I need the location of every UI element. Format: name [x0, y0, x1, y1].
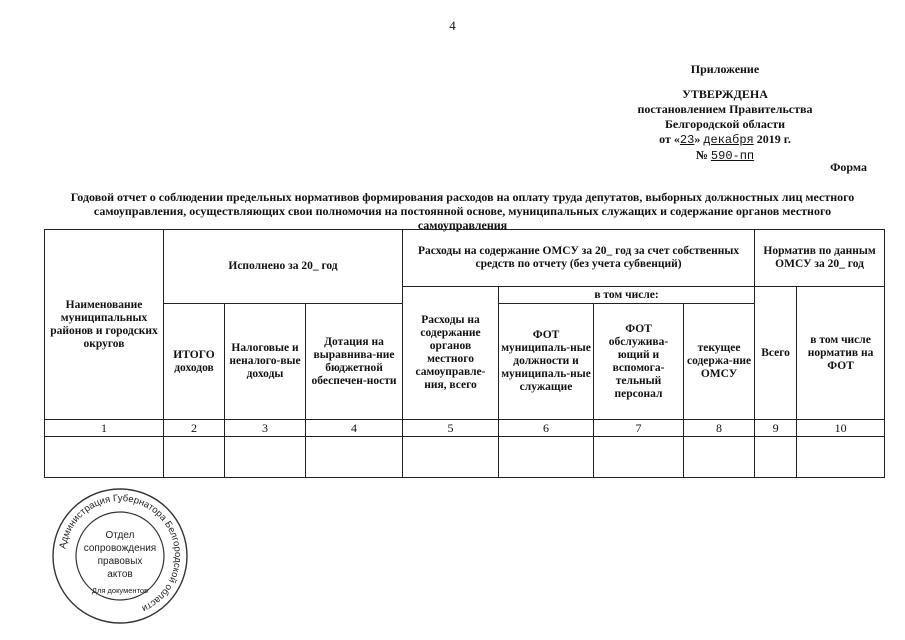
empty-cell[interactable] — [403, 437, 499, 478]
date-mid: » — [694, 132, 701, 146]
stamp-graphic — [50, 486, 190, 626]
stamp-line: правовых — [97, 556, 143, 567]
stamp-ring-text: Администрация Губернатора Белгородской области — [57, 492, 184, 615]
form-label: Форма — [830, 160, 867, 174]
column-number: 5 — [403, 420, 499, 437]
approved-by-line: постановлением Правительства — [637, 102, 813, 116]
number-prefix: № — [695, 148, 708, 162]
report-table — [44, 229, 885, 478]
column-number: 10 — [797, 420, 885, 437]
approval-date — [560, 132, 890, 148]
empty-cell[interactable] — [225, 437, 306, 478]
date-year: 2019 г. — [756, 132, 791, 146]
report-title: Годовой отчет о соблюдении предельных нормативов формирования расходов на оплату труда депутатов, выборных должностных лиц местного самоуправления, осуществляющих свои полномочия на постоянной основе, муниципальных служащих и содержание органов местного самоуправления — [70, 190, 855, 232]
approved-label: УТВЕРЖДЕНА — [682, 87, 768, 101]
header-norm: Норматив по данным ОМСУ за 20_ год — [755, 230, 885, 287]
date-prefix: от « — [659, 132, 680, 146]
column-number: 1 — [45, 420, 164, 437]
approval-block — [560, 62, 890, 164]
header-executed: Исполнено за 20_ год — [164, 230, 403, 304]
stamp-line: актов — [107, 569, 133, 580]
header-name: Наименование муниципальных районов и городских округов — [45, 230, 164, 420]
empty-cell[interactable] — [164, 437, 225, 478]
empty-cell[interactable] — [45, 437, 164, 478]
official-stamp — [50, 486, 190, 626]
empty-cell[interactable] — [755, 437, 797, 478]
column-number: 9 — [755, 420, 797, 437]
header-including: в том числе: — [499, 287, 755, 304]
number-value: 590-пп — [710, 149, 755, 163]
header-expenses-total: Расходы на содержание органов местного самоуправле-ния, всего — [403, 287, 499, 420]
region-line: Белгородской области — [664, 117, 786, 131]
column-number: 8 — [684, 420, 755, 437]
header-norm-total: Всего — [755, 287, 797, 420]
header-expenses: Расходы на содержание ОМСУ за 20_ год за счет собственных средств по отчету (без учета субвенций) — [403, 230, 755, 287]
date-day: 23 — [679, 133, 695, 147]
header-current: текущее содержа-ние ОМСУ — [684, 304, 755, 420]
empty-cell[interactable] — [306, 437, 403, 478]
stamp-line: сопровождения — [83, 543, 157, 554]
date-month: декабря — [703, 133, 754, 147]
header-norm-fot: в том числе норматив на ФОТ — [797, 287, 885, 420]
column-number: 7 — [594, 420, 684, 437]
table-row — [45, 437, 885, 478]
empty-cell[interactable] — [499, 437, 594, 478]
stamp-bottom: Для документов — [91, 586, 149, 595]
empty-cell[interactable] — [594, 437, 684, 478]
header-fot-municipal: ФОТ муниципаль-ные должности и муниципаль-ные служащие — [499, 304, 594, 420]
empty-cell[interactable] — [684, 437, 755, 478]
header-fot-service: ФОТ обслужива-ющий и вспомога-тельный персонал — [594, 304, 684, 420]
header-subsidy: Дотация на выравнива-ние бюджетной обеспечен-ности — [306, 304, 403, 420]
empty-cell[interactable] — [797, 437, 885, 478]
column-number: 6 — [499, 420, 594, 437]
stamp-line: Отдел — [105, 530, 135, 541]
column-number: 2 — [164, 420, 225, 437]
header-tax-income: Налоговые и неналого-вые доходы — [225, 304, 306, 420]
page-number: 4 — [449, 18, 456, 33]
appendix-label: Приложение — [690, 62, 760, 76]
header-total-income: ИТОГО доходов — [164, 304, 225, 420]
column-number: 4 — [306, 420, 403, 437]
column-number: 3 — [225, 420, 306, 437]
